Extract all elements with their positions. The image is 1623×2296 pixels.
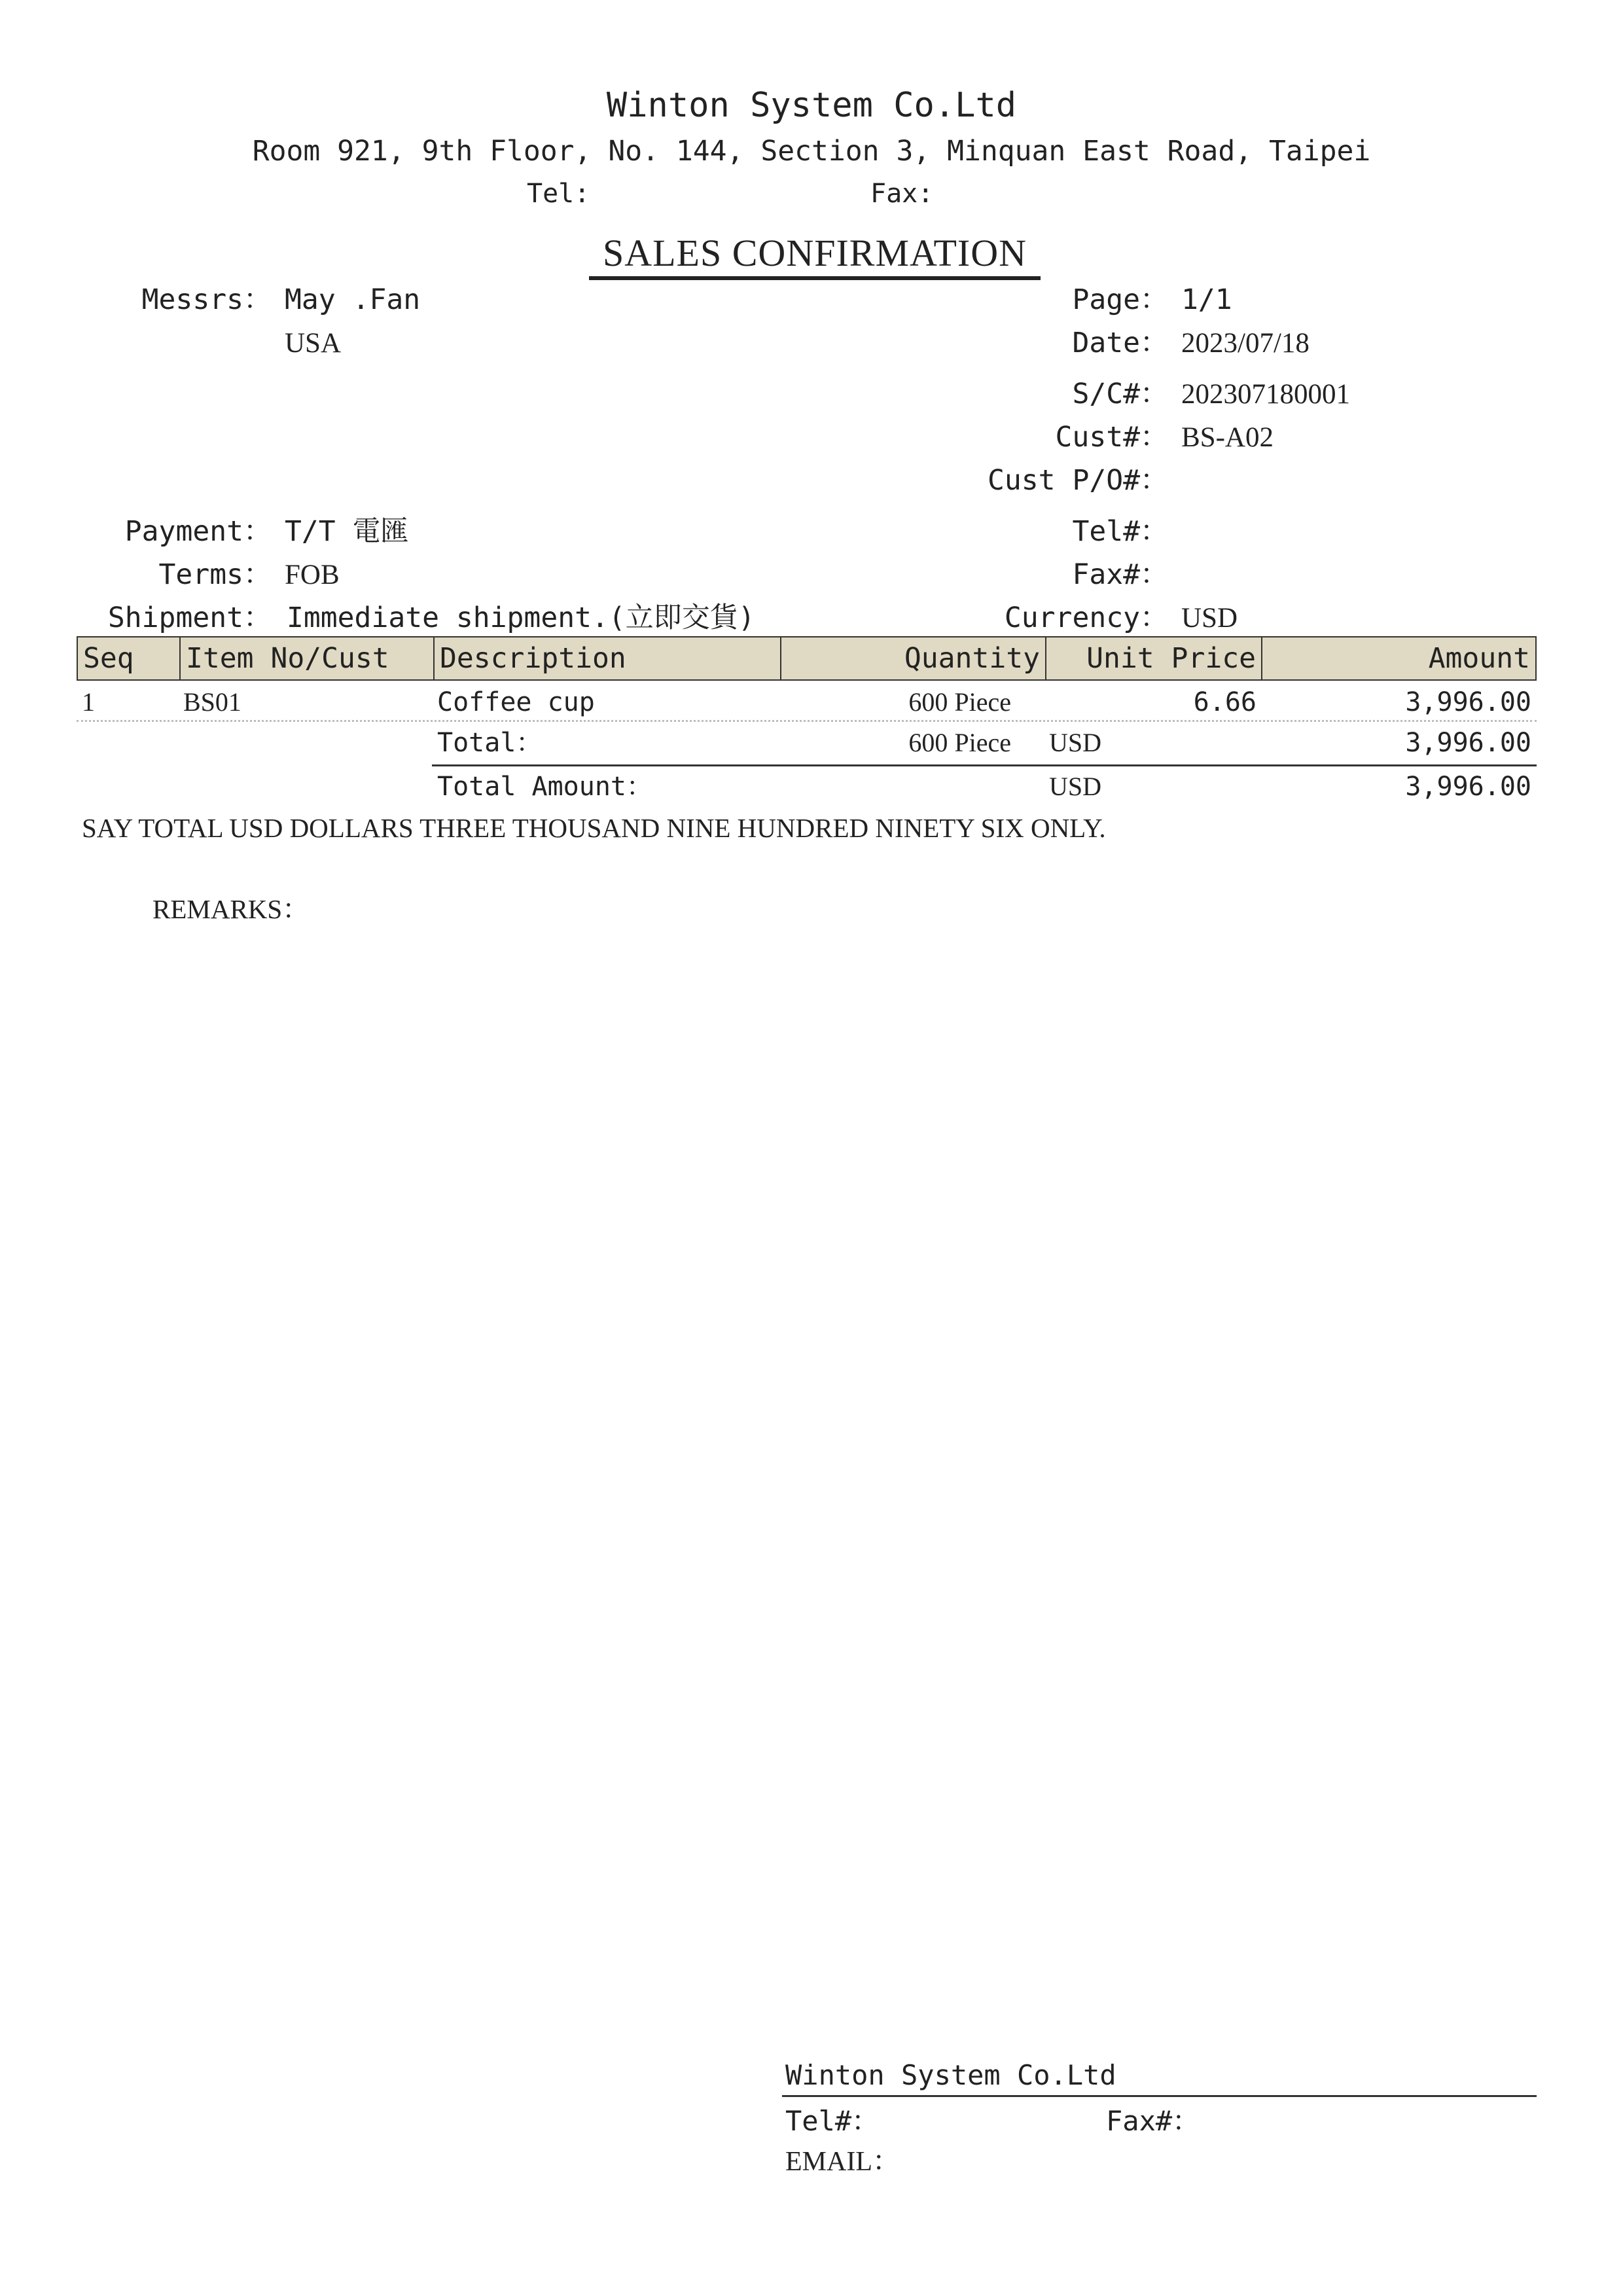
terms-label: Terms： xyxy=(158,558,272,591)
table-header xyxy=(77,636,1537,681)
messrs-country: USA xyxy=(285,328,342,359)
page-value: 1/1 xyxy=(1181,283,1232,316)
sc-label: S/C#： xyxy=(1072,378,1168,410)
page-label: Page： xyxy=(1072,283,1168,316)
grand-total-amount: 3,996.00 xyxy=(1405,772,1531,802)
total-label: Total： xyxy=(437,728,543,758)
cust-po-label: Cust P/O#： xyxy=(988,464,1168,497)
company-name: Winton System Co.Ltd xyxy=(606,86,1017,125)
remarks-label: REMARKS： xyxy=(152,894,310,924)
total-divider xyxy=(432,764,1537,766)
row-quantity: 600 Piece xyxy=(908,687,1011,717)
total-quantity: 600 Piece xyxy=(908,728,1011,757)
sc-value: 202307180001 xyxy=(1181,379,1350,410)
grand-total-label: Total Amount： xyxy=(437,772,652,802)
date-label: Date： xyxy=(1072,327,1168,359)
footer-company: Winton System Co.Ltd xyxy=(785,2059,1116,2091)
row-description: Coffee cup xyxy=(437,687,595,717)
currency-label: Currency： xyxy=(1004,601,1168,634)
messrs-label: Messrs： xyxy=(141,283,272,316)
say-total-text: SAY TOTAL USD DOLLARS THREE THOUSAND NINE HUNDRED NINETY SIX ONLY. xyxy=(82,813,1106,843)
col-amount: Amount xyxy=(1428,642,1530,675)
terms-value: FOB xyxy=(285,560,340,590)
total-amount: 3,996.00 xyxy=(1405,728,1531,758)
footer-email-label: EMAIL： xyxy=(785,2147,900,2177)
shipment-label: Shipment： xyxy=(107,601,272,634)
currency-value: USD xyxy=(1181,603,1238,634)
company-address: Room 921, 9th Floor, No. 144, Section 3, Minquan East Road, Taipei xyxy=(252,135,1371,168)
fax-label: Fax#： xyxy=(1072,558,1168,591)
header-tel-label: Tel: xyxy=(527,179,590,209)
footer-tel-label: Tel#： xyxy=(785,2105,880,2137)
row-amount: 3,996.00 xyxy=(1405,687,1531,717)
grand-total-currency: USD xyxy=(1049,772,1102,801)
shipment-value: Immediate shipment.(立即交貨) xyxy=(287,601,755,634)
footer-fax-label: Fax#： xyxy=(1106,2105,1200,2137)
payment-value: T/T 電匯 xyxy=(285,515,409,548)
row-item: BS01 xyxy=(183,687,241,717)
col-item: Item No/Cust xyxy=(181,637,435,679)
document-title: SALES CONFIRMATION xyxy=(602,232,1027,274)
col-quantity: Quantity xyxy=(781,637,1046,679)
col-seq: Seq xyxy=(78,637,181,679)
row-unit-price: 6.66 xyxy=(1193,687,1257,717)
row-dotted-divider xyxy=(77,720,1537,722)
col-description: Description xyxy=(435,637,781,679)
date-value: 2023/07/18 xyxy=(1181,328,1310,359)
header-fax-label: Fax: xyxy=(870,179,934,209)
payment-label: Payment： xyxy=(124,515,272,548)
tel-label: Tel#： xyxy=(1072,515,1168,548)
col-unit-price: Unit Price xyxy=(1046,637,1262,679)
cust-value: BS-A02 xyxy=(1181,422,1274,453)
row-seq: 1 xyxy=(82,687,95,717)
footer-divider xyxy=(782,2095,1537,2097)
messrs-name: May .Fan xyxy=(285,283,421,316)
title-underline xyxy=(589,276,1041,280)
total-currency: USD xyxy=(1049,728,1102,757)
cust-label: Cust#： xyxy=(1055,421,1168,454)
